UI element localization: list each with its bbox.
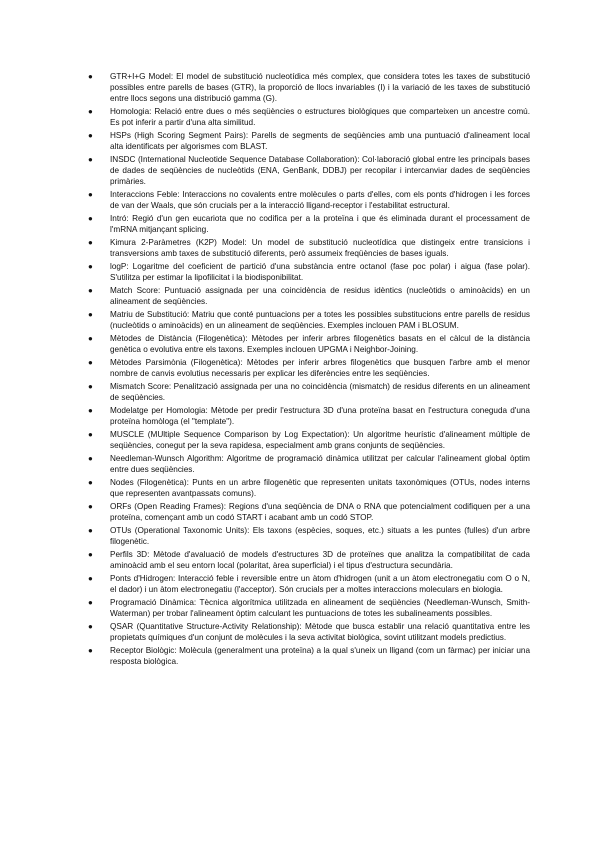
glossary-entry (88, 597, 530, 619)
glossary-entry (88, 189, 530, 211)
glossary-entry (88, 106, 530, 128)
bullet-icon: ● (88, 646, 93, 655)
bullet-icon: ● (88, 155, 93, 164)
bullet-icon: ● (88, 502, 93, 511)
glossary-entry-text: Intró: Regió d'un gen eucariota que no codifica per a la proteïna i que és eliminada durant el processament de l'mRNA mitjançant splicing. (110, 214, 530, 234)
bullet-icon: ● (88, 454, 93, 463)
glossary-entry-text: Receptor Biològic: Molècula (generalment una proteïna) a la qual s'uneix un lligand (com un fàrmac) per iniciar una resposta biològica. (110, 646, 530, 666)
glossary-entry-text: MUSCLE (MUltiple Sequence Comparison by Log Expectation): Un algoritme heurístic d'alineament múltiple de seqüències, conegut per la seva rapidesa, especialment amb grans conjunts de seqüències. (110, 430, 530, 450)
glossary-entry-text: Homologia: Relació entre dues o més seqüències o estructures biològiques que comparteixen un ancestre comú. Es pot inferir a partir d'una alta similitud. (110, 107, 530, 127)
glossary-entry-text: Programació Dinàmica: Tècnica algorítmica utilitzada en alineament de seqüències (Needleman-Wunsch, Smith-Waterman) per trobar l'alineament òptim calculant les puntuacions de totes les subalineaments possibles. (110, 598, 530, 618)
glossary-entry (88, 477, 530, 499)
bullet-icon: ● (88, 358, 93, 367)
glossary-entry-text: Nodes (Filogenètica): Punts en un arbre filogenètic que representen unitats taxonòmiques (OTUs, nodes interns que representen avantpassats comuns). (110, 478, 530, 498)
bullet-icon: ● (88, 334, 93, 343)
glossary-entry-text: ORFs (Open Reading Frames): Regions d'una seqüència de DNA o RNA que potencialment codifiquen per a una proteïna, començant amb un codó START i acabant amb un codó STOP. (110, 502, 530, 522)
glossary-entry-text: INSDC (International Nucleotide Sequence Database Collaboration): Col·laboració global entre les principals bases de dades de seqüències de nucleòtids (ENA, GenBank, DDBJ) per recopilar i intercanviar dades de seqüències primàries. (110, 155, 530, 186)
bullet-icon: ● (88, 131, 93, 140)
bullet-icon: ● (88, 310, 93, 319)
glossary-entry (88, 525, 530, 547)
bullet-icon: ● (88, 478, 93, 487)
glossary-entry-text: Interaccions Feble: Interaccions no covalents entre molècules o parts d'elles, com els ponts d'hidrogen i les forces de van der Waals, que són crucials per a la interacció lligand-receptor i l'estabilitat estructural. (110, 190, 530, 210)
glossary-entry (88, 573, 530, 595)
glossary-entry-text: HSPs (High Scoring Segment Pairs): Parells de segments de seqüències amb una puntuació d'alineament local alta identificats per algorismes com BLAST. (110, 131, 530, 151)
bullet-icon: ● (88, 622, 93, 631)
glossary-entry-text: GTR+I+G Model: El model de substitució nucleotídica més complex, que considera totes les taxes de substitució possibles entre parells de bases (GTR), la proporció de llocs invariables (I) i la variació de les taxes de substitució entre llocs segons una distribució gamma (G). (110, 72, 530, 103)
bullet-icon: ● (88, 526, 93, 535)
glossary-entry-text: QSAR (Quantitative Structure-Activity Relationship): Mètode que busca establir una relació quantitativa entre les propietats químiques d'un conjunt de molècules i la seva activitat biològica, sovint utilitzant models predictius. (110, 622, 530, 642)
glossary-entry-text: Kimura 2-Paràmetres (K2P) Model: Un model de substitució nucleotídica que distingeix entre transicions i transversions amb taxes de substitució diferents, però assumeix freqüències de bases iguals. (110, 238, 530, 258)
glossary-entry-text: OTUs (Operational Taxonomic Units): Els taxons (espècies, soques, etc.) situats a les puntes (fulles) d'un arbre filogenètic. (110, 526, 530, 546)
glossary-entry (88, 154, 530, 187)
bullet-icon: ● (88, 550, 93, 559)
glossary-entry-text: Needleman-Wunsch Algorithm: Algoritme de programació dinàmica utilitzat per calcular l'alineament global òptim entre dues seqüències. (110, 454, 530, 474)
glossary-entry-text: Modelatge per Homologia: Mètode per predir l'estructura 3D d'una proteïna basat en l'estructura coneguda d'una proteïna homòloga (el "template"). (110, 406, 530, 426)
glossary-entry (88, 621, 530, 643)
glossary-entry (88, 237, 530, 259)
bullet-icon: ● (88, 574, 93, 583)
glossary-entry (88, 130, 530, 152)
bullet-icon: ● (88, 430, 93, 439)
glossary-entry-text: Mismatch Score: Penalització assignada per una no coincidència (mismatch) de residus diferents en un alineament de seqüències. (110, 382, 530, 402)
glossary-entry (88, 357, 530, 379)
glossary-entry (88, 309, 530, 331)
glossary-entry-text: Ponts d'Hidrogen: Interacció feble i reversible entre un àtom d'hidrogen (unit a un àtom electronegatiu com O o N, el dador) i un àtom electronegatiu (l'acceptor). Són crucials per a moltes interaccions moleculars en biologia. (110, 574, 530, 594)
glossary-entry-text: Matriu de Substitució: Matriu que conté puntuacions per a totes les possibles substitucions entre parells de residus (nucleòtids o aminoàcids) en un alineament de seqüències. Exemples inclouen PAM i BLOSUM. (110, 310, 530, 330)
bullet-icon: ● (88, 238, 93, 247)
glossary-entry-text: Match Score: Puntuació assignada per una coincidència de residus idèntics (nucleòtids o aminoàcids) en un alineament de seqüències. (110, 286, 530, 306)
bullet-icon: ● (88, 107, 93, 116)
glossary-entry-text: logP: Logaritme del coeficient de partició d'una substància entre octanol (fase poc polar) i aigua (fase polar). S'utilitza per estimar la lipofilicitat i la biodisponibilitat. (110, 262, 530, 282)
bullet-icon: ● (88, 72, 93, 81)
glossary-entry (88, 381, 530, 403)
glossary-entry-text: Mètodes de Distància (Filogenètica): Mètodes per inferir arbres filogenètics basats en el càlcul de la distància genètica o evolutiva entre els taxons. Exemples inclouen UPGMA i Neighbor-Joining. (110, 334, 530, 354)
bullet-icon: ● (88, 598, 93, 607)
bullet-icon: ● (88, 190, 93, 199)
bullet-icon: ● (88, 286, 93, 295)
bullet-icon: ● (88, 406, 93, 415)
glossary-entry (88, 405, 530, 427)
bullet-icon: ● (88, 214, 93, 223)
bullet-icon: ● (88, 262, 93, 271)
glossary-list (88, 71, 530, 669)
glossary-entry (88, 501, 530, 523)
glossary-entry-text: Mètodes Parsimònia (Filogenètica): Mètodes per inferir arbres filogenètics que busquen l'arbre amb el menor nombre de canvis evolutius necessaris per explicar les diferències entre les seqüències. (110, 358, 530, 378)
glossary-entry (88, 453, 530, 475)
glossary-entry-text: Perfils 3D: Mètode d'avaluació de models d'estructures 3D de proteïnes que analitza la compatibilitat de cada aminoàcid amb el seu entorn local (polaritat, àrea superficial) i el tipus d'estructura secundària. (110, 550, 530, 570)
glossary-entry (88, 429, 530, 451)
bullet-icon: ● (88, 382, 93, 391)
glossary-entry (88, 261, 530, 283)
glossary-entry (88, 71, 530, 104)
glossary-entry (88, 213, 530, 235)
glossary-entry (88, 645, 530, 667)
glossary-entry (88, 549, 530, 571)
glossary-entry (88, 285, 530, 307)
glossary-entry (88, 333, 530, 355)
